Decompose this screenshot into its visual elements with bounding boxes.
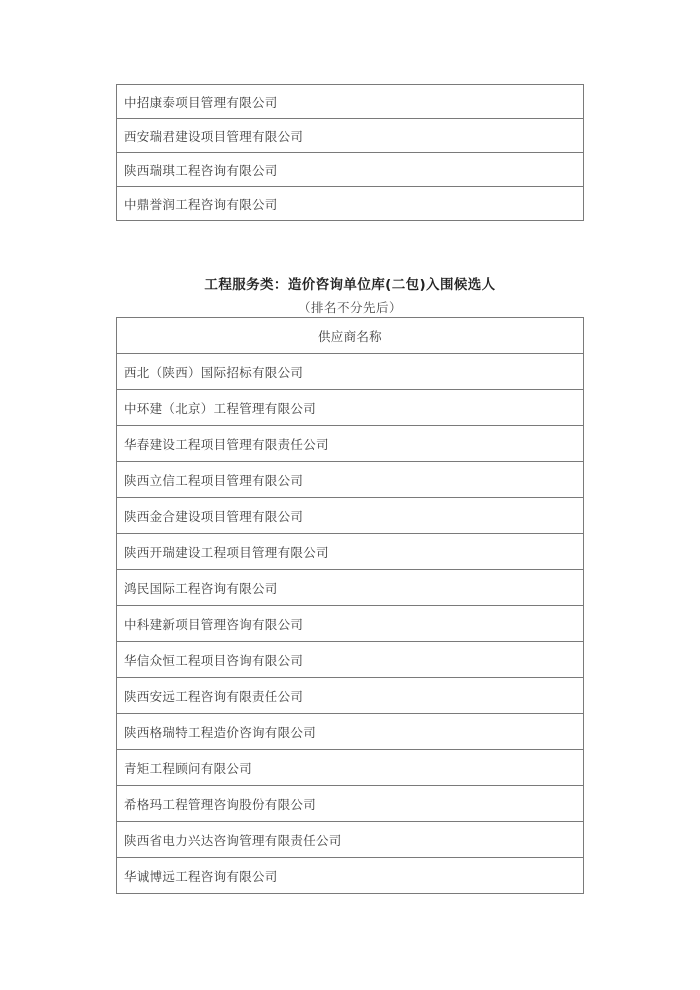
supplier-table: [116, 317, 584, 894]
table-row: [117, 426, 584, 462]
supplier-name: 青矩工程顾问有限公司: [117, 750, 584, 786]
supplier-name: 陕西立信工程项目管理有限公司: [117, 462, 584, 498]
supplier-table-continued: [116, 84, 584, 221]
table-row: [117, 606, 584, 642]
supplier-name: 中科建新项目管理咨询有限公司: [117, 606, 584, 642]
column-header-supplier-name: 供应商名称: [117, 318, 584, 354]
table-row: [117, 678, 584, 714]
table-row: [117, 187, 584, 221]
table-header-row: [117, 318, 584, 354]
table-row: [117, 714, 584, 750]
supplier-name: 华诚博远工程咨询有限公司: [117, 858, 584, 894]
supplier-name: 陕西瑞琪工程咨询有限公司: [117, 153, 584, 187]
table-row: [117, 750, 584, 786]
supplier-name: 西安瑞君建设项目管理有限公司: [117, 119, 584, 153]
supplier-name: 西北（陕西）国际招标有限公司: [117, 354, 584, 390]
table-row: [117, 462, 584, 498]
supplier-name: 中鼎誉润工程咨询有限公司: [117, 187, 584, 221]
supplier-name: 中招康泰项目管理有限公司: [117, 85, 584, 119]
table-row: [117, 786, 584, 822]
table-row: [117, 858, 584, 894]
section-title: 工程服务类：造价咨询单位库(二包)入围候选人: [204, 277, 496, 293]
table-row: [117, 822, 584, 858]
table-row: [117, 570, 584, 606]
table-row: [117, 642, 584, 678]
table-row: [117, 498, 584, 534]
supplier-name: 鸿民国际工程咨询有限公司: [117, 570, 584, 606]
supplier-name: 陕西开瑞建设工程项目管理有限公司: [117, 534, 584, 570]
supplier-name: 中环建（北京）工程管理有限公司: [117, 390, 584, 426]
supplier-name: 希格玛工程管理咨询股份有限公司: [117, 786, 584, 822]
supplier-name: 陕西金合建设项目管理有限公司: [117, 498, 584, 534]
table-row: [117, 390, 584, 426]
supplier-name: 华信众恒工程项目咨询有限公司: [117, 642, 584, 678]
table-row: [117, 153, 584, 187]
table-row: [117, 119, 584, 153]
supplier-name: 陕西格瑞特工程造价咨询有限公司: [117, 714, 584, 750]
table-row: [117, 85, 584, 119]
supplier-name: 陕西省电力兴达咨询管理有限责任公司: [117, 822, 584, 858]
supplier-name: 华春建设工程项目管理有限责任公司: [117, 426, 584, 462]
table-row: [117, 534, 584, 570]
supplier-name: 陕西安远工程咨询有限责任公司: [117, 678, 584, 714]
table-row: [117, 354, 584, 390]
section-subtitle: （排名不分先后）: [297, 300, 402, 315]
